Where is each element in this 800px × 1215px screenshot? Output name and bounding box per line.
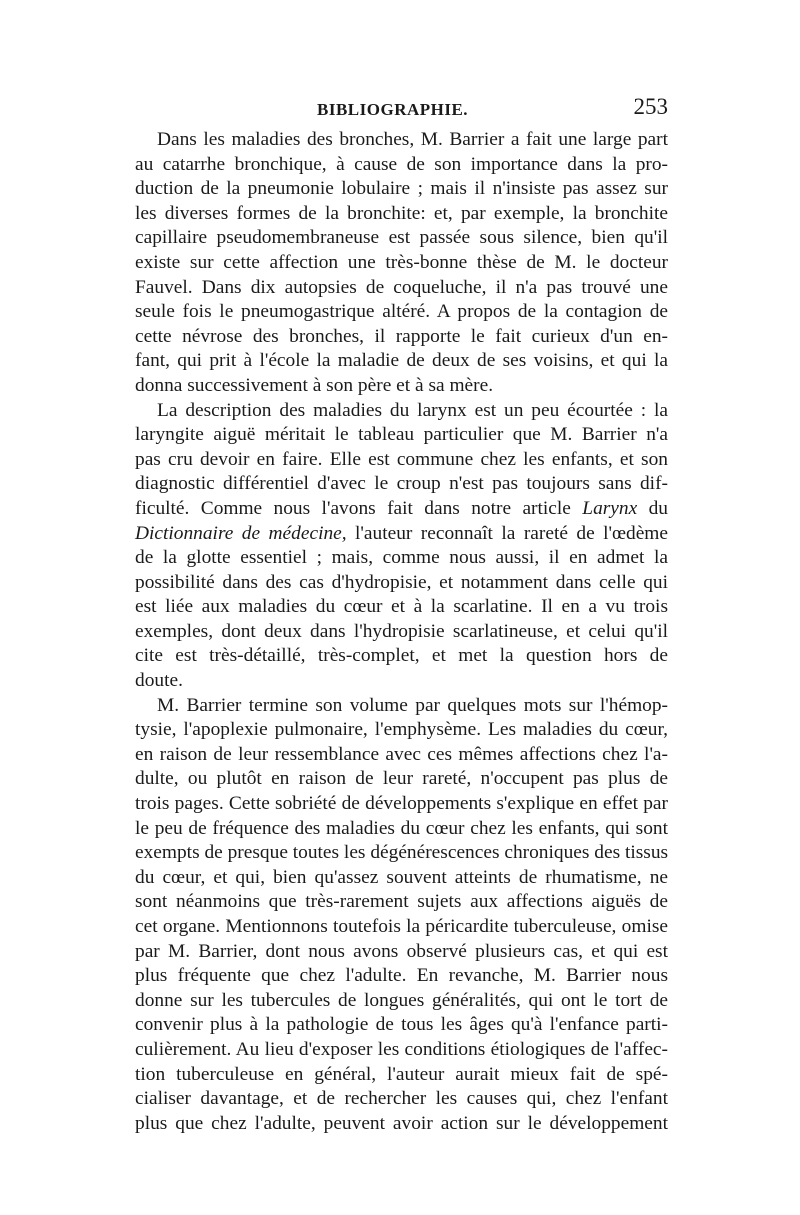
- text-line: convenir plus à la pathologie de tous les âges qu'à l'enfance parti-: [135, 1014, 668, 1036]
- text-line: les diverses formes de la bronchite: et, par exemple, la bronchite: [135, 202, 668, 224]
- text-line: plus que chez l'adulte, peuvent avoir action sur le développement: [135, 1112, 668, 1134]
- text-line: est liée aux maladies du cœur et à la scarlatine. Il en a vu trois: [135, 596, 668, 618]
- text-line: tion tuberculeuse en général, l'auteur aurait mieux fait de spé-: [135, 1063, 668, 1085]
- text-line: duction de la pneumonie lobulaire ; mais il n'insiste pas assez sur: [135, 178, 668, 200]
- text-segment: l'auteur reconnaît la rareté de l'œdème: [355, 522, 668, 544]
- text-line: au catarrhe bronchique, à cause de son importance dans la pro-: [135, 153, 668, 175]
- paragraph-hemoptysie: [135, 694, 668, 1137]
- text-line: en raison de leur ressemblance avec ces mêmes affections chez l'a-: [135, 743, 668, 765]
- paragraph-larynx: [135, 399, 668, 694]
- text-line: Dans les maladies des bronches, M. Barrier a fait une large part: [157, 129, 668, 150]
- text-line: trois pages. Cette sobriété de développements s'explique en effet par: [135, 793, 668, 815]
- text-line: La description des maladies du larynx est un peu écourtée : la: [157, 399, 668, 421]
- text-line: culièrement. Au lieu d'exposer les conditions étiologiques de l'affec-: [135, 1038, 668, 1060]
- text-line: pas cru devoir en faire. Elle est commune chez les enfants, et son: [135, 448, 668, 470]
- text-line: M. Barrier termine son volume par quelques mots sur l'hémop-: [157, 694, 668, 716]
- text-line: cialiser davantage, et de rechercher les causes qui, chez l'enfant: [135, 1088, 668, 1110]
- page-number: 253: [633, 94, 668, 119]
- paragraph-bronches: [135, 128, 668, 399]
- text-line: possibilité dans des cas d'hydropisie, et notamment dans celle qui: [135, 571, 668, 593]
- text-line: Fauvel. Dans dix autopsies de coqueluche, il n'a pas trouvé une: [135, 276, 668, 298]
- text-line: du cœur, et qui, bien qu'assez souvent atteints de rhumatisme, ne: [135, 866, 668, 888]
- text-line: exempts de presque toutes les dégénérescences chroniques des tissus: [135, 842, 669, 864]
- text-line: laryngite aiguë méritait le tableau particulier que M. Barrier n'a: [135, 424, 668, 446]
- italic-title: Dictionnaire de médecine,: [135, 522, 347, 544]
- text-line: [135, 497, 668, 522]
- text-line: tysie, l'apoplexie pulmonaire, l'emphysème. Les maladies du cœur,: [135, 719, 668, 741]
- text-line: cet organe. Mentionnons toutefois la péricardite tuberculeuse, omise: [135, 916, 668, 937]
- text-line: diagnostic différentiel d'avec le croup n'est pas toujours sans dif-: [135, 473, 668, 495]
- text-line: [135, 522, 668, 547]
- text-line: seule fois le pneumogastrique altéré. A propos de la contagion de: [135, 301, 668, 323]
- running-title: BIBLIOGRAPHIE.: [317, 100, 469, 119]
- text-line: existe sur cette affection une très-bonne thèse de M. le docteur: [135, 251, 668, 273]
- text-line: cette névrose des bronches, il rapporte le fait curieux d'un en-: [135, 325, 668, 347]
- text-line: fant, qui prit à l'école la maladie de deux de ses voisins, et qui la: [135, 350, 668, 372]
- italic-term: Larynx: [582, 497, 638, 519]
- text-line: plus fréquente que chez l'adulte. En revanche, M. Barrier nous: [135, 965, 668, 987]
- text-segment: ficulté. Comme nous l'avons fait dans notre article: [135, 497, 571, 519]
- text-line: cite est très-détaillé, très-complet, et met la question hors de: [135, 645, 668, 667]
- text-line: de la glotte essentiel ; mais, comme nous aussi, il en admet la: [135, 547, 668, 569]
- text-line: capillaire pseudomembraneuse est passée sous silence, bien qu'il: [135, 227, 668, 249]
- running-head: [135, 94, 668, 126]
- text-line: le peu de fréquence des maladies du cœur chez les enfants, qui sont: [135, 817, 668, 839]
- text-line: dulte, ou plutôt en raison de leur rareté, n'occupent pas plus de: [135, 768, 668, 790]
- text-line: donne sur les tubercules de longues généralités, qui ont le tort de: [135, 989, 668, 1011]
- text-line: exemples, dont deux dans l'hydropisie scarlatineuse, et celui qu'il: [135, 620, 668, 642]
- text-line: sont néanmoins que très-rarement sujets aux affections aiguës de: [135, 891, 668, 913]
- text-line: donna successivement à son père et à sa mère.: [135, 374, 494, 396]
- text-line: doute.: [135, 670, 183, 692]
- text-segment: du: [648, 497, 668, 519]
- book-page: [135, 94, 668, 1136]
- text-line: par M. Barrier, dont nous avons observé plusieurs cas, et qui est: [135, 940, 668, 962]
- body-text: [135, 128, 668, 1136]
